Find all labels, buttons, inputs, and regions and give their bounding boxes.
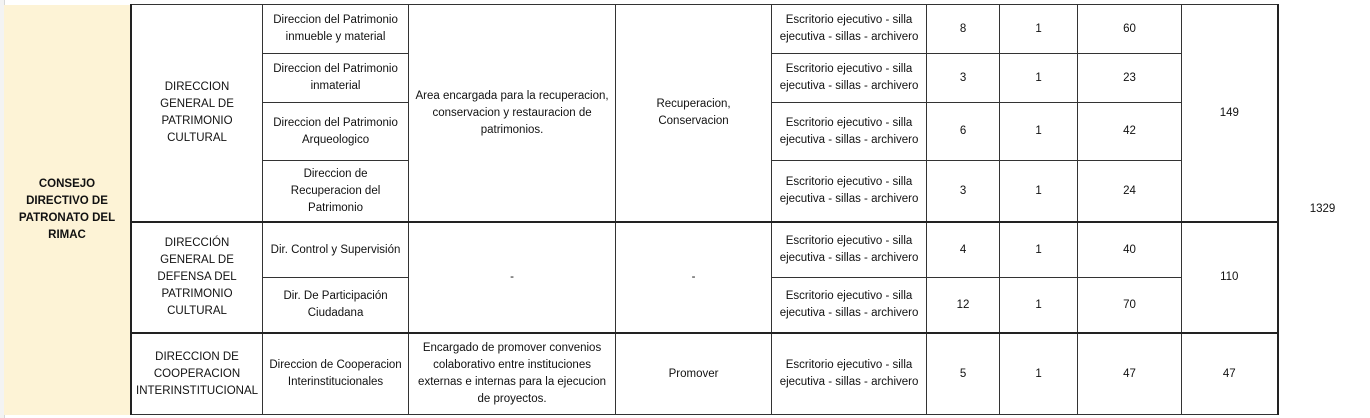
description-cell[interactable]: - bbox=[409, 222, 616, 333]
qty-b-cell[interactable]: 1 bbox=[1000, 54, 1078, 103]
office-cell[interactable]: Direccion del Patrimonio Arqueologico bbox=[263, 103, 409, 161]
function-cell[interactable]: Recuperacion, Conservacion bbox=[616, 5, 772, 223]
group-name[interactable]: DIRECCIÓN GENERAL DE DEFENSA DEL PATRIMONIO CULTURAL bbox=[131, 222, 263, 333]
council-total-cell[interactable]: 1329 bbox=[1278, 5, 1367, 415]
qty-a-cell[interactable]: 12 bbox=[927, 278, 1000, 334]
furniture-cell[interactable]: Escritorio ejecutivo - silla ejecutiva - sillas - archivero bbox=[772, 103, 927, 161]
qty-c-cell[interactable]: 60 bbox=[1078, 5, 1182, 54]
qty-b-cell[interactable]: 1 bbox=[1000, 222, 1078, 278]
office-cell[interactable]: Direccion de Recuperacion del Patrimonio bbox=[263, 161, 409, 223]
qty-c-cell[interactable]: 24 bbox=[1078, 161, 1182, 223]
qty-a-cell[interactable]: 4 bbox=[927, 222, 1000, 278]
qty-c-cell[interactable]: 42 bbox=[1078, 103, 1182, 161]
qty-b-cell[interactable]: 1 bbox=[1000, 333, 1078, 415]
inventory-table bbox=[4, 4, 1367, 415]
council-cell[interactable]: CONSEJO DIRECTIVO DE PATRONATO DEL RIMAC bbox=[4, 5, 131, 415]
group-name[interactable]: DIRECCION GENERAL DE PATRIMONIO CULTURAL bbox=[131, 5, 263, 223]
furniture-cell[interactable]: Escritorio ejecutivo - silla ejecutiva - sillas - archivero bbox=[772, 333, 927, 415]
furniture-cell[interactable]: Escritorio ejecutivo - silla ejecutiva - sillas - archivero bbox=[772, 161, 927, 223]
qty-a-cell[interactable]: 8 bbox=[927, 5, 1000, 54]
office-cell[interactable]: Direccion de Cooperacion Interinstitucionales bbox=[263, 333, 409, 415]
subtotal-cell[interactable]: 149 bbox=[1182, 5, 1278, 223]
office-cell[interactable]: Direccion del Patrimonio inmueble y material bbox=[263, 5, 409, 54]
qty-b-cell[interactable]: 1 bbox=[1000, 103, 1078, 161]
furniture-cell[interactable]: Escritorio ejecutivo - silla ejecutiva - sillas - archivero bbox=[772, 222, 927, 278]
function-cell[interactable]: Promover bbox=[616, 333, 772, 415]
furniture-cell[interactable]: Escritorio ejecutivo - silla ejecutiva - sillas - archivero bbox=[772, 54, 927, 103]
description-cell[interactable]: Encargado de promover convenios colaborativo entre instituciones externas e internas para la ejecucion de proyectos. bbox=[409, 333, 616, 415]
qty-a-cell[interactable]: 3 bbox=[927, 54, 1000, 103]
qty-b-cell[interactable]: 1 bbox=[1000, 161, 1078, 223]
subtotal-cell[interactable]: 47 bbox=[1182, 333, 1278, 415]
qty-a-cell[interactable]: 3 bbox=[927, 161, 1000, 223]
subtotal-cell[interactable]: 110 bbox=[1182, 222, 1278, 333]
office-cell[interactable]: Direccion del Patrimonio inmaterial bbox=[263, 54, 409, 103]
qty-a-cell[interactable]: 6 bbox=[927, 103, 1000, 161]
office-cell[interactable]: Dir. De Participación Ciudadana bbox=[263, 278, 409, 334]
qty-b-cell[interactable]: 1 bbox=[1000, 278, 1078, 334]
qty-c-cell[interactable]: 47 bbox=[1078, 333, 1182, 415]
description-cell[interactable]: Area encargada para la recuperacion, conservacion y restauracion de patrimonios. bbox=[409, 5, 616, 223]
group-name[interactable]: DIRECCION DE COOPERACION INTERINSTITUCIONAL bbox=[131, 333, 263, 415]
qty-c-cell[interactable]: 23 bbox=[1078, 54, 1182, 103]
qty-c-cell[interactable]: 40 bbox=[1078, 222, 1182, 278]
qty-c-cell[interactable]: 70 bbox=[1078, 278, 1182, 334]
furniture-cell[interactable]: Escritorio ejecutivo - silla ejecutiva - sillas - archivero bbox=[772, 5, 927, 54]
furniture-cell[interactable]: Escritorio ejecutivo - silla ejecutiva - sillas - archivero bbox=[772, 278, 927, 334]
function-cell[interactable]: - bbox=[616, 222, 772, 333]
office-cell[interactable]: Dir. Control y Supervisión bbox=[263, 222, 409, 278]
qty-b-cell[interactable]: 1 bbox=[1000, 5, 1078, 54]
qty-a-cell[interactable]: 5 bbox=[927, 333, 1000, 415]
